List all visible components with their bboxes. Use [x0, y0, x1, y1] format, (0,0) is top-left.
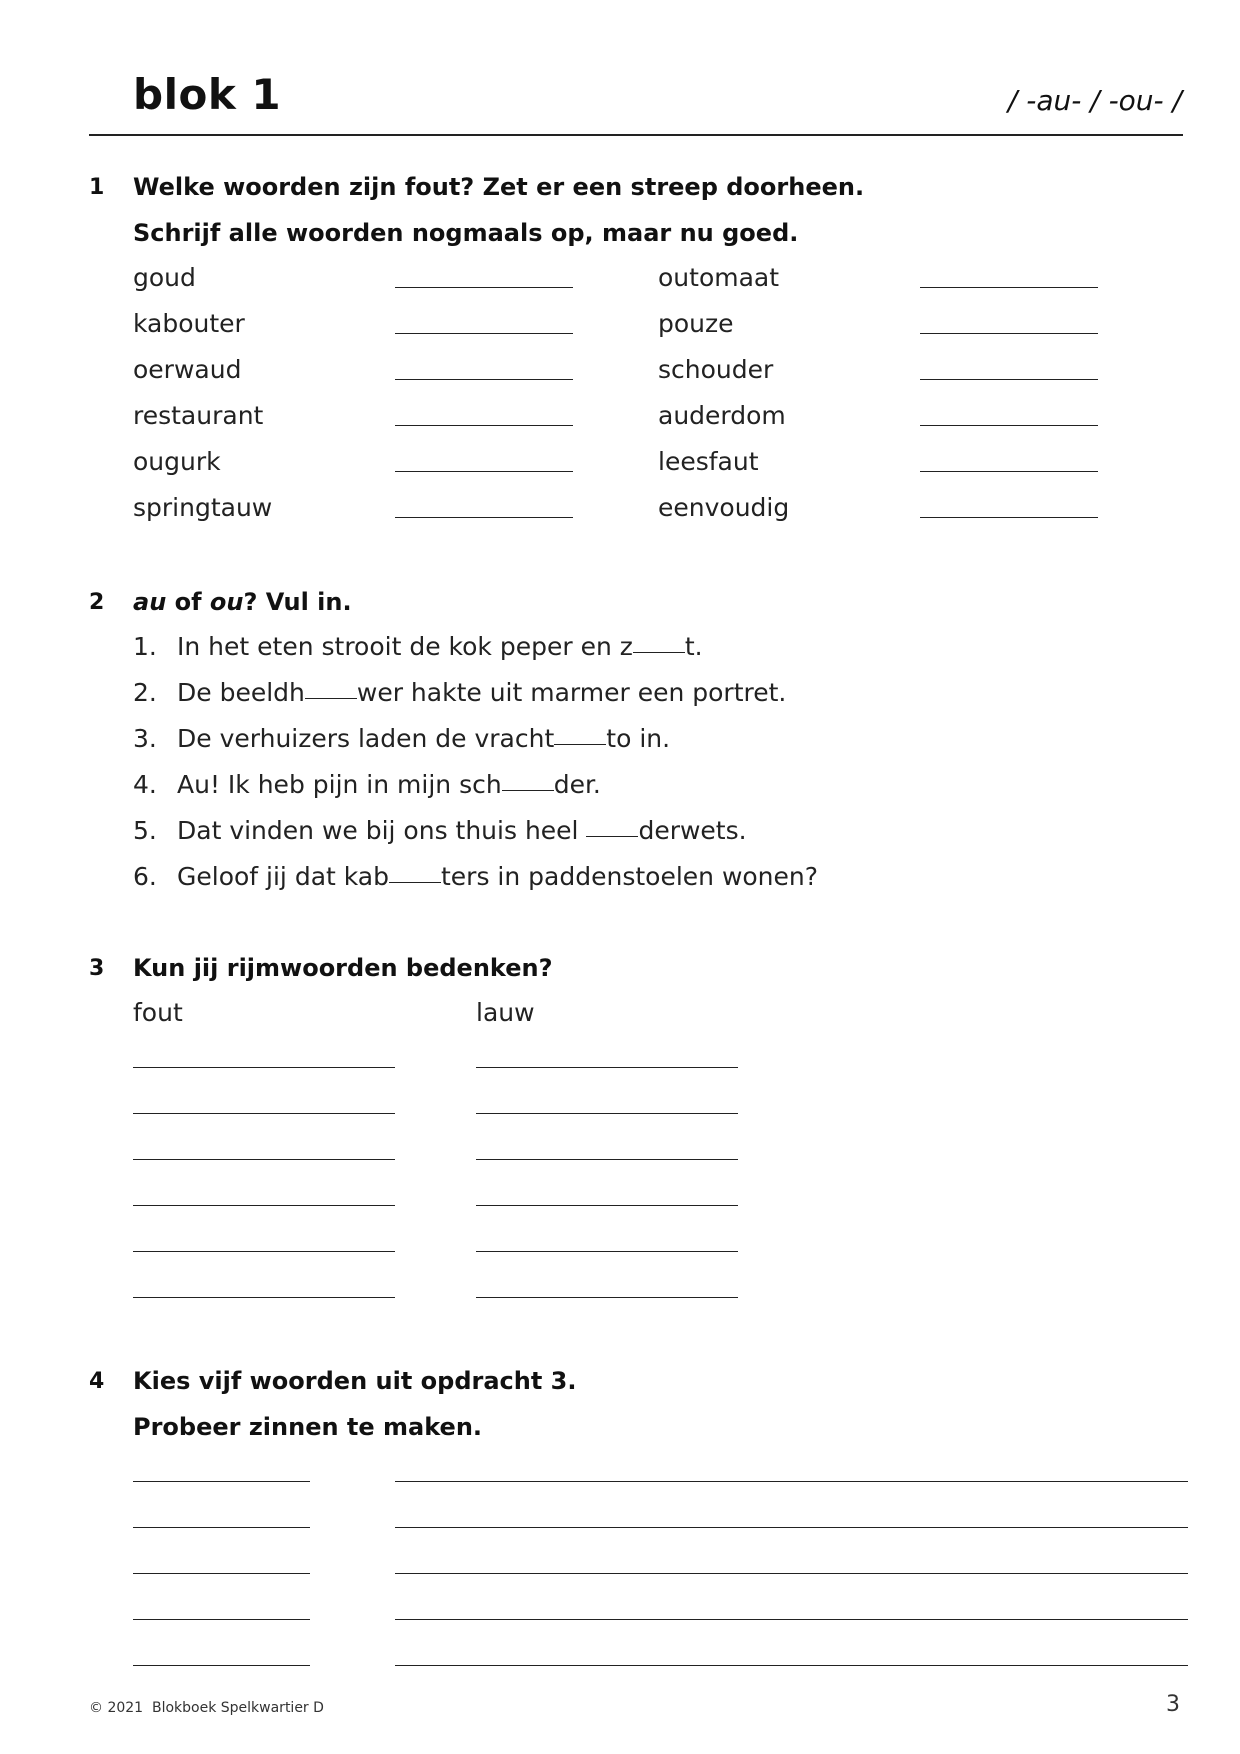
word-left-2: kabouter: [133, 309, 245, 338]
fill-in-blank[interactable]: [305, 698, 357, 699]
answer-line-right-3[interactable]: [920, 379, 1098, 380]
word-left-6: springtauw: [133, 493, 273, 522]
word-right-5: leesfaut: [658, 447, 759, 476]
answer-line-left-3[interactable]: [395, 379, 573, 380]
fill-in-blank[interactable]: [633, 652, 685, 653]
exercise-2-number: 2: [89, 590, 105, 615]
answer-line-right-1[interactable]: [920, 287, 1098, 288]
option-au: au: [133, 588, 167, 616]
word-right-1: outomaat: [658, 263, 780, 292]
exercise-1-instruction-1: Welke woorden zijn fout? Zet er een streep doorheen.: [133, 173, 865, 201]
answer-line-right-5[interactable]: [920, 471, 1098, 472]
word-line[interactable]: [133, 1619, 310, 1620]
word-line[interactable]: [133, 1573, 310, 1574]
sentence-item: 5. Dat vinden we bij ons thuis heel derwets.: [133, 816, 747, 845]
word-right-6: eenvoudig: [658, 493, 790, 522]
fill-in-blank[interactable]: [586, 836, 638, 837]
fill-in-blank[interactable]: [554, 744, 606, 745]
sentence-item: 1. In het eten strooit de kok peper en z t.: [133, 632, 703, 661]
word-left-4: restaurant: [133, 401, 264, 430]
sentence-line[interactable]: [395, 1619, 1188, 1620]
rhyme-word-lauw: lauw: [476, 998, 535, 1027]
word-right-4: auderdom: [658, 401, 786, 430]
rhyme-line-lauw[interactable]: [476, 1159, 738, 1160]
word-line[interactable]: [133, 1527, 310, 1528]
rhyme-word-fout: fout: [133, 998, 183, 1027]
word-left-1: goud: [133, 263, 196, 292]
fill-in-blank[interactable]: [502, 790, 554, 791]
answer-line-left-2[interactable]: [395, 333, 573, 334]
word-right-2: pouze: [658, 309, 734, 338]
word-right-3: schouder: [658, 355, 774, 384]
exercise-3-instruction: Kun jij rijmwoorden bedenken?: [133, 954, 553, 982]
page-title: blok 1: [133, 70, 282, 119]
exercise-1-number: 1: [89, 175, 105, 200]
topic-label: / -au- / -ou- /: [1007, 84, 1182, 117]
exercise-4-number: 4: [89, 1369, 105, 1394]
exercise-4-instruction-1: Kies vijf woorden uit opdracht 3.: [133, 1367, 577, 1395]
word-left-5: ougurk: [133, 447, 221, 476]
rhyme-line-fout[interactable]: [133, 1159, 395, 1160]
option-ou: ou: [209, 588, 244, 616]
word-left-3: oerwaud: [133, 355, 242, 384]
rhyme-line-fout[interactable]: [133, 1297, 395, 1298]
sentence-line[interactable]: [395, 1481, 1188, 1482]
sentence-item: 3. De verhuizers laden de vracht to in.: [133, 724, 671, 753]
rhyme-line-fout[interactable]: [133, 1113, 395, 1114]
rhyme-line-lauw[interactable]: [476, 1251, 738, 1252]
header-divider: [89, 134, 1183, 136]
sentence-item: 6. Geloof jij dat kab ters in paddenstoelen wonen?: [133, 862, 819, 891]
rhyme-line-lauw[interactable]: [476, 1205, 738, 1206]
answer-line-left-4[interactable]: [395, 425, 573, 426]
answer-line-right-4[interactable]: [920, 425, 1098, 426]
exercise-4-instruction-2: Probeer zinnen te maken.: [133, 1413, 483, 1441]
word-line[interactable]: [133, 1481, 310, 1482]
sentence-item: 2. De beeldh wer hakte uit marmer een portret.: [133, 678, 787, 707]
exercise-2-instruction: au of ou? Vul in.: [133, 588, 352, 616]
footer-copyright: © 2021 Blokboek Spelkwartier D: [89, 1700, 324, 1716]
sentence-line[interactable]: [395, 1527, 1188, 1528]
rhyme-line-fout[interactable]: [133, 1205, 395, 1206]
rhyme-line-lauw[interactable]: [476, 1113, 738, 1114]
page-number: 3: [1166, 1692, 1180, 1717]
exercise-1-instruction-2: Schrijf alle woorden nogmaals op, maar nu goed.: [133, 219, 799, 247]
rhyme-line-lauw[interactable]: [476, 1297, 738, 1298]
answer-line-left-1[interactable]: [395, 287, 573, 288]
answer-line-right-2[interactable]: [920, 333, 1098, 334]
sentence-line[interactable]: [395, 1665, 1188, 1666]
rhyme-line-lauw[interactable]: [476, 1067, 738, 1068]
answer-line-left-5[interactable]: [395, 471, 573, 472]
fill-in-blank[interactable]: [389, 882, 441, 883]
word-line[interactable]: [133, 1665, 310, 1666]
answer-line-left-6[interactable]: [395, 517, 573, 518]
sentence-line[interactable]: [395, 1573, 1188, 1574]
rhyme-line-fout[interactable]: [133, 1067, 395, 1068]
exercise-3-number: 3: [89, 956, 105, 981]
rhyme-line-fout[interactable]: [133, 1251, 395, 1252]
sentence-item: 4. Au! Ik heb pijn in mijn sch der.: [133, 770, 601, 799]
answer-line-right-6[interactable]: [920, 517, 1098, 518]
